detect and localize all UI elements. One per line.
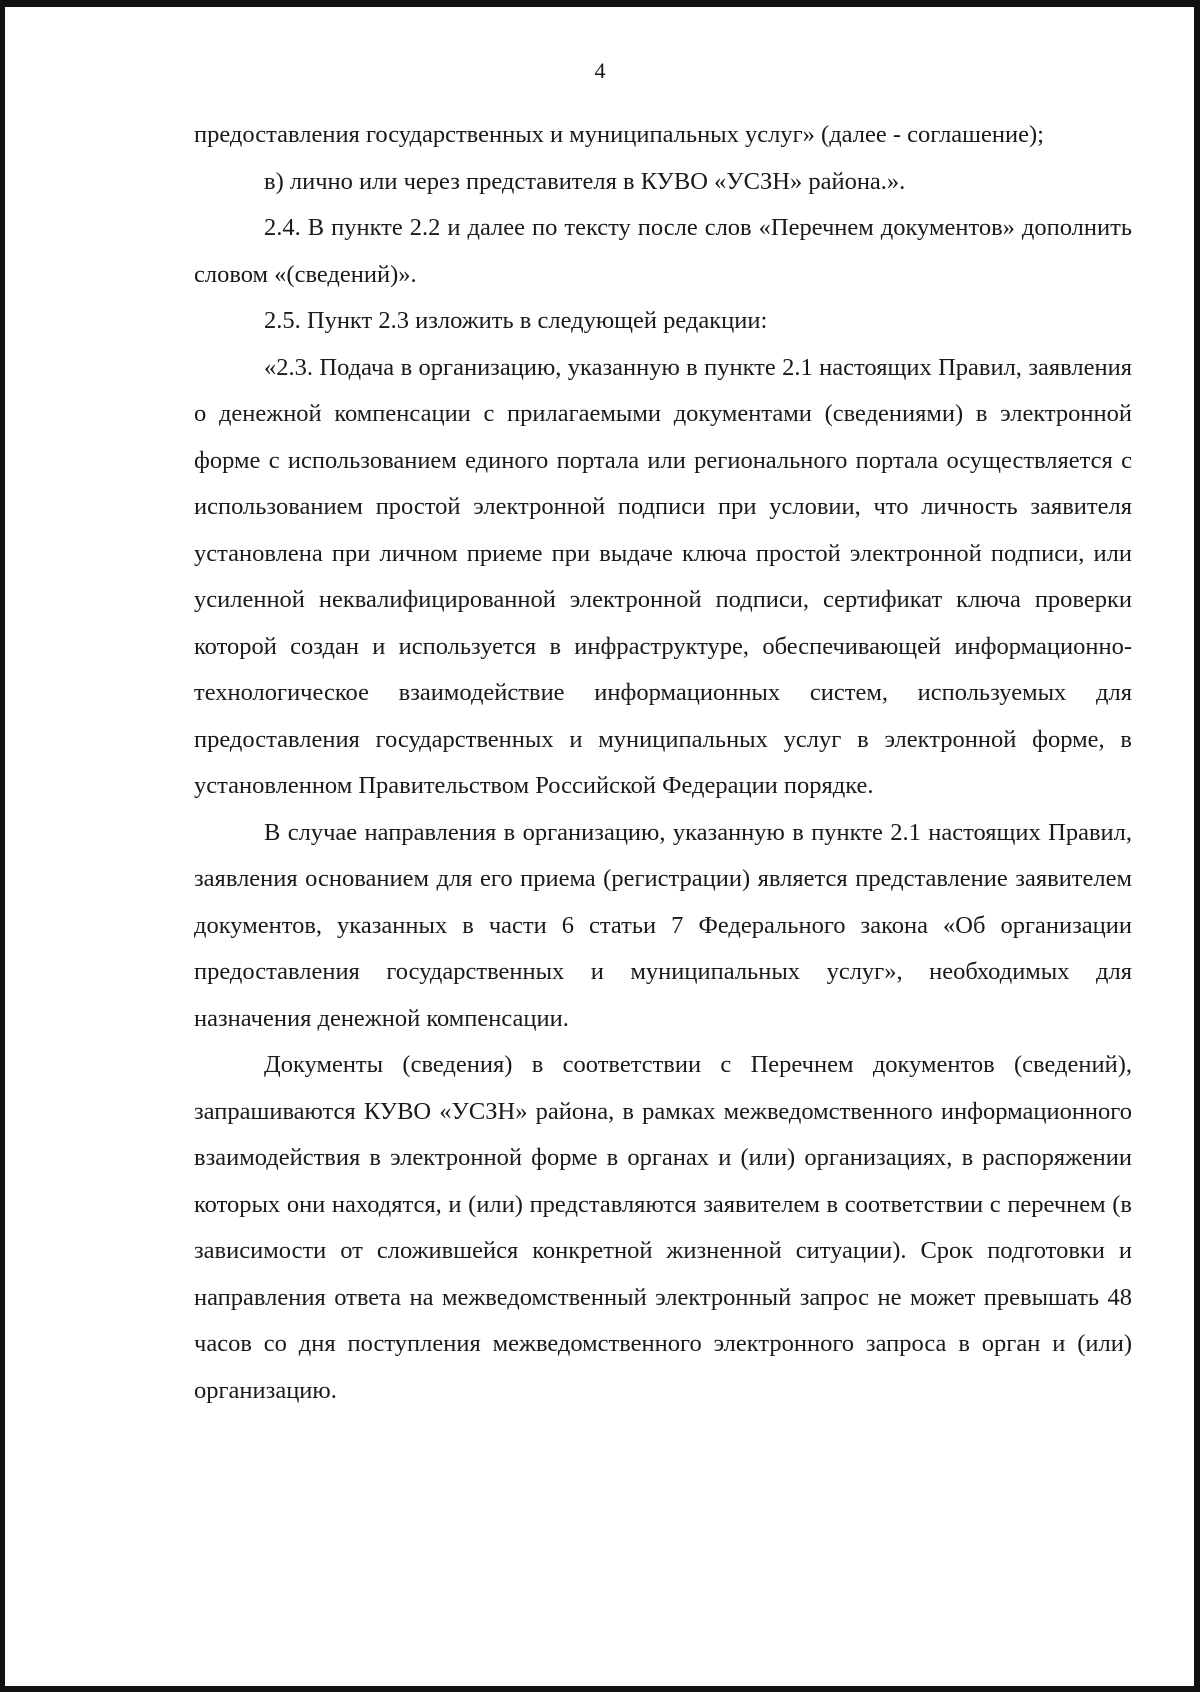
paragraph-2-3-quote: «2.3. Подача в организацию, указанную в пункте 2.1 настоящих Правил, заявления о денежной компенсации с прилагаемыми документами (сведениями) в электронной форме с использованием единого портала или регионального портала осуществляется с использованием простой электронной подписи при условии, что личность заявителя установлена при личном приеме при выдаче ключа простой электронной подписи, или усиленной неквалифицированной электронной подписи, сертификат ключа проверки которой создан и используется в инфраструктуре, обеспечивающей информационно-технологическое взаимодействие информационных систем, используемых для предоставления государственных и муниципальных услуг в электронной форме, в установленном Правительством Российской Федерации порядке. (194, 353, 1132, 799)
paragraph-documents-request: Документы (сведения) в соответствии с Перечнем документов (сведений), запрашиваются КУВО «УСЗН» района, в рамках межведомственного информационного взаимодействия в электронной форме в органах и (или) организациях, в распоряжении которых они находятся, и (или) представляются заявителем в соответствии с перечнем (в зависимости от сложившейся конкретной жизненной ситуации). Срок подготовки и направления ответа на межведомственный электронный запрос не может превышать 48 часов со дня поступления межведомственного электронного запроса в орган и (или) организацию. (194, 1051, 1132, 1404)
paragraph-item-v: в) лично или через представителя в КУВО «УСЗН» района.». (264, 167, 906, 195)
paragraph-application-case: В случае направления в организацию, указанную в пункте 2.1 настоящих Правил, заявления основанием для его приема (регистрации) является представление заявителем документов, указанных в части 6 статьи 7 Федерального закона «Об организации предоставления государственных и муниципальных услуг», необходимых для назначения денежной компенсации. (194, 818, 1132, 1032)
paragraph-2-5: 2.5. Пункт 2.3 изложить в следующей редакции: (264, 307, 768, 334)
paragraph-continuation: предоставления государственных и муниципальных услуг» (далее - соглашение); (194, 121, 1044, 148)
document-body (194, 112, 1132, 1414)
paragraph-2-4: 2.4. В пункте 2.2 и далее по тексту после слов «Перечнем документов» дополнить словом «(сведений)». (194, 214, 1132, 288)
page-number: 4 (594, 58, 606, 83)
